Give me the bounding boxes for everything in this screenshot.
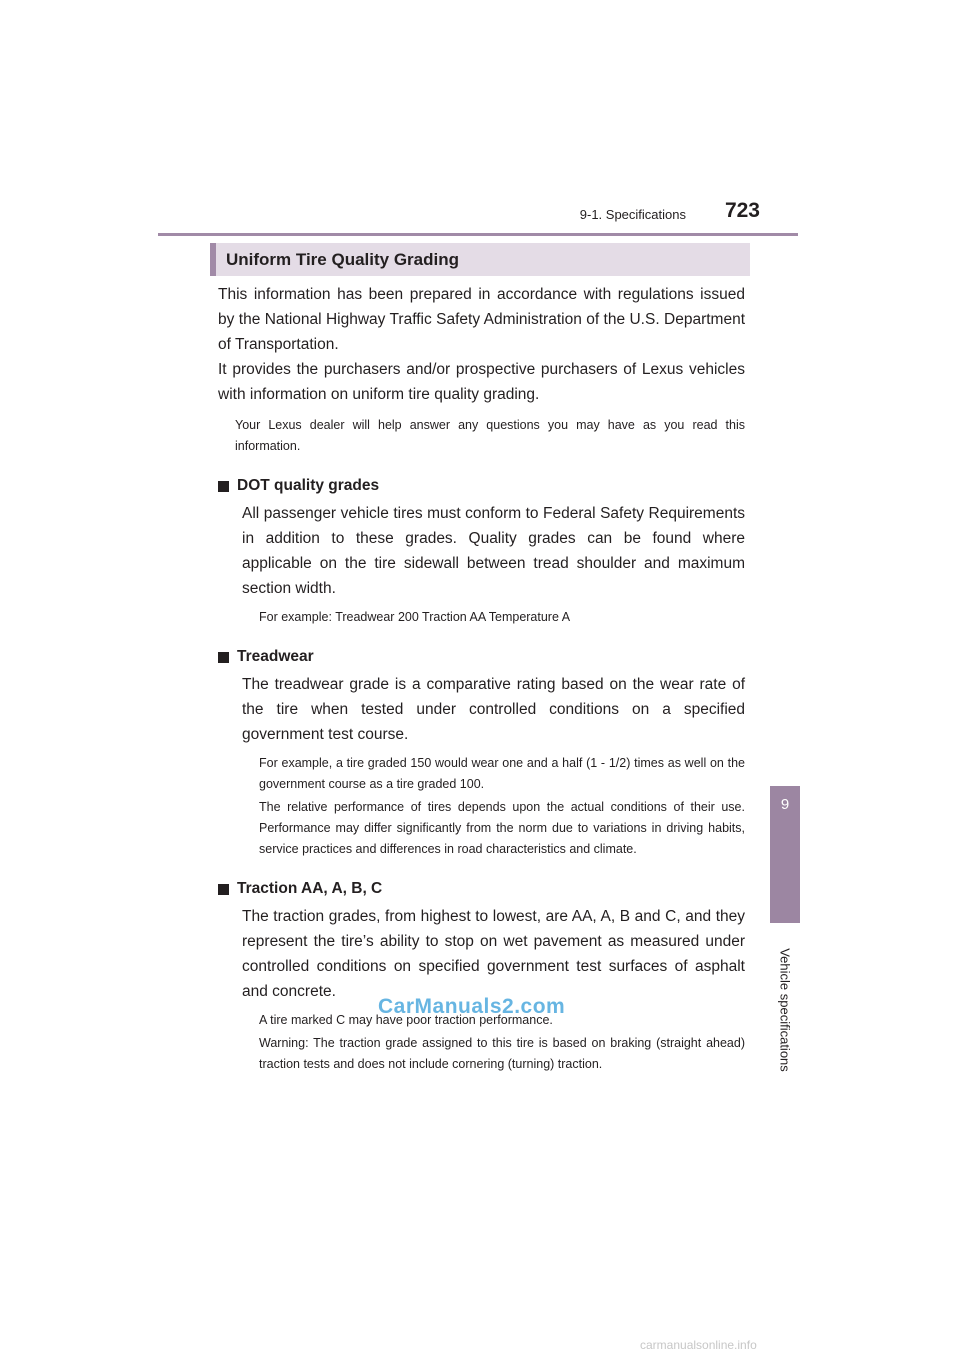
treadwear-heading	[218, 648, 745, 666]
dot-heading-text: DOT quality grades	[237, 477, 380, 494]
content-body	[218, 282, 745, 1075]
intro-paragraph-1: This information has been prepared in accordance with regulations issued by the National Highway Traffic Safety Administration of the U.S. Department of Transportation.	[218, 286, 745, 353]
treadwear-heading-text: Treadwear	[237, 648, 314, 665]
square-bullet-icon	[218, 884, 229, 895]
intro-paragraph-2: It provides the purchasers and/or prospective purchasers of Lexus vehicles with information on uniform tire quality grading.	[218, 361, 745, 403]
header-section-title: 9-1. Specifications	[579, 207, 686, 222]
treadwear-note-2: The relative performance of tires depends upon the actual conditions of their use. Performance may differ significantly from the norm due to variations in driving habits, service practices and differences in road characteristics and climate.	[259, 800, 745, 856]
page-number: 723	[724, 199, 760, 222]
square-bullet-icon	[218, 652, 229, 663]
footer-watermark: carmanualsonline.info	[640, 1338, 757, 1352]
square-bullet-icon	[218, 481, 229, 492]
traction-note-2: Warning: The traction grade assigned to this tire is based on braking (straight ahead) traction tests and does not include cornering (turning) traction.	[259, 1036, 745, 1071]
chapter-label: Vehicle specifications	[777, 948, 793, 1072]
traction-heading-text: Traction AA, A, B, C	[237, 880, 383, 897]
dot-body: All passenger vehicle tires must conform to Federal Safety Requirements in addition to these grades. Quality grades can be found where applicable on the tire sidewall between tread shoulder and maximum section width.	[242, 505, 745, 597]
watermark: CarManuals2.com	[378, 995, 566, 1018]
dot-note: For example: Treadwear 200 Traction AA Temperature A	[259, 610, 571, 624]
traction-heading	[218, 880, 745, 898]
chapter-number: 9	[780, 796, 790, 813]
dot-heading	[218, 477, 745, 495]
traction-body: The traction grades, from highest to lowest, are AA, A, B and C, and they represent the tire’s ability to stop on wet pavement as measured under controlled conditions on specified government test surfaces of asphalt and concrete.	[242, 908, 745, 1000]
intro-note: Your Lexus dealer will help answer any questions you may have as you read this information.	[235, 418, 745, 453]
section-title: Uniform Tire Quality Grading	[210, 243, 750, 276]
chapter-tab[interactable]	[770, 786, 800, 923]
header-divider	[158, 233, 798, 236]
treadwear-body: The treadwear grade is a comparative rating based on the wear rate of the tire when tested under controlled conditions on a specified government test course.	[242, 676, 745, 743]
traction-note-1: A tire marked C may have poor traction performance.	[259, 1013, 553, 1027]
treadwear-note-1: For example, a tire graded 150 would wear one and a half (1 - 1/2) times as well on the government course as a tire graded 100.	[259, 756, 745, 791]
